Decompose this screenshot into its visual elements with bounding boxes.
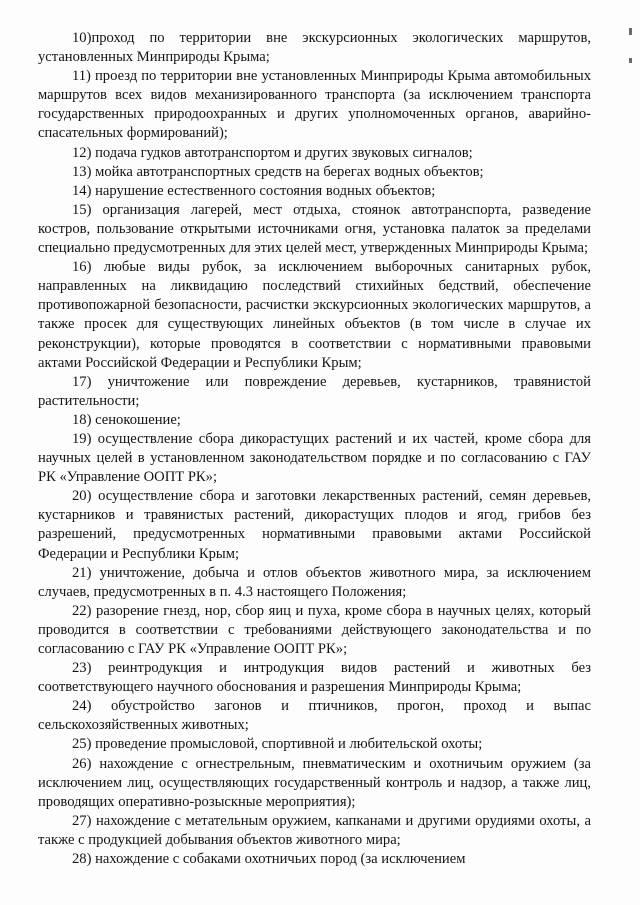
list-item: 26) нахождение с огнестрельным, пневматическим и охотничьим оружием (за исключением лиц, осуществляющих государственный контроль и надзор, а также лиц, проводящих оперативно-розыскные мероприятия); [38, 755, 591, 810]
list-item: 25) проведение промысловой, спортивной и любительской охоты; [72, 736, 483, 753]
list-item: 18) сенокошение; [72, 411, 181, 428]
list-item: 10)проход по территории вне экскурсионных экологических маршрутов, установленных Минприроды Крыма; [38, 30, 591, 66]
list-item: 22) разорение гнезд, нор, сбор яиц и пуха, кроме сбора в научных целях, который проводится в соответствии с требованиями действующего законодательства и по согласованию с ГАУ РК «Управление ООПТ РК»; [38, 602, 591, 657]
prohibited-activities-list [38, 29, 591, 869]
list-item: 21) уничтожение, добыча и отлов объектов животного мира, за исключением случаев, предусмотренных в п. 4.3 настоящего Положения; [38, 564, 591, 600]
list-item: 20) осуществление сбора и заготовки лекарственных растений, семян деревьев, кустарников и травянистых растений, дикорастущих плодов и ягод, грибов без разрешений, предусмотренных нормативными правовыми актами Российской Федерации и Республики Крым; [38, 488, 591, 562]
list-item: 23) реинтродукция и интродукция видов растений и животных без соответствующего научного обоснования и разрешения Минприроды Крыма; [38, 660, 591, 696]
list-item: 11) проезд по территории вне установленных Минприроды Крыма автомобильных маршрутов всех видов механизированного транспорта (за исключением транспорта государственных природоохранных и других уполномоченных органов, аварийно-спасательных формирований); [38, 68, 591, 142]
list-item: 17) уничтожение или повреждение деревьев, кустарников, травянистой растительности; [38, 373, 591, 409]
list-item: 16) любые виды рубок, за исключением выборочных санитарных рубок, направленных на ликвидацию последствий стихийных бедствий, обеспечение противопожарной безопасности, расчистки экскурсионных экологических маршрутов, а также просек для существующих линейных объектов (в том числе в случае их реконструкции), которые проводятся в соответствии с нормативными правовыми актами Российской Федерации и Республики Крым; [38, 259, 591, 371]
scan-edge-mark [629, 58, 632, 63]
list-item: 28) нахождение с собаками охотничьих пород (за исключением [72, 851, 466, 868]
list-item: 15) организация лагерей, мест отдыха, стоянок автотранспорта, разведение костров, пользование открытыми источниками огня, установка палаток за пределами специально предусмотренных для этих целей мест, утвержденных Минприроды Крыма; [38, 201, 591, 257]
list-item: 13) мойка автотранспортных средств на берегах водных объектов; [72, 163, 484, 180]
list-item: 12) подача гудков автотранспортом и других звуковых сигналов; [72, 144, 473, 161]
list-item: 19) осуществление сбора дикорастущих растений и их частей, кроме сбора для научных целей в установленном законодательством порядке и по согласованию с ГАУ РК «Управление ООПТ РК»; [38, 430, 591, 486]
scan-edge-mark [629, 28, 632, 35]
list-item: 24) обустройство загонов и птичников, прогон, проход и выпас сельскохозяйственных животных; [38, 698, 591, 734]
list-item: 27) нахождение с метательным оружием, капканами и другими орудиями охоты, а также с продукцией добывания объектов животного мира; [38, 812, 591, 848]
list-item: 14) нарушение естественного состояния водных объектов; [72, 182, 436, 199]
